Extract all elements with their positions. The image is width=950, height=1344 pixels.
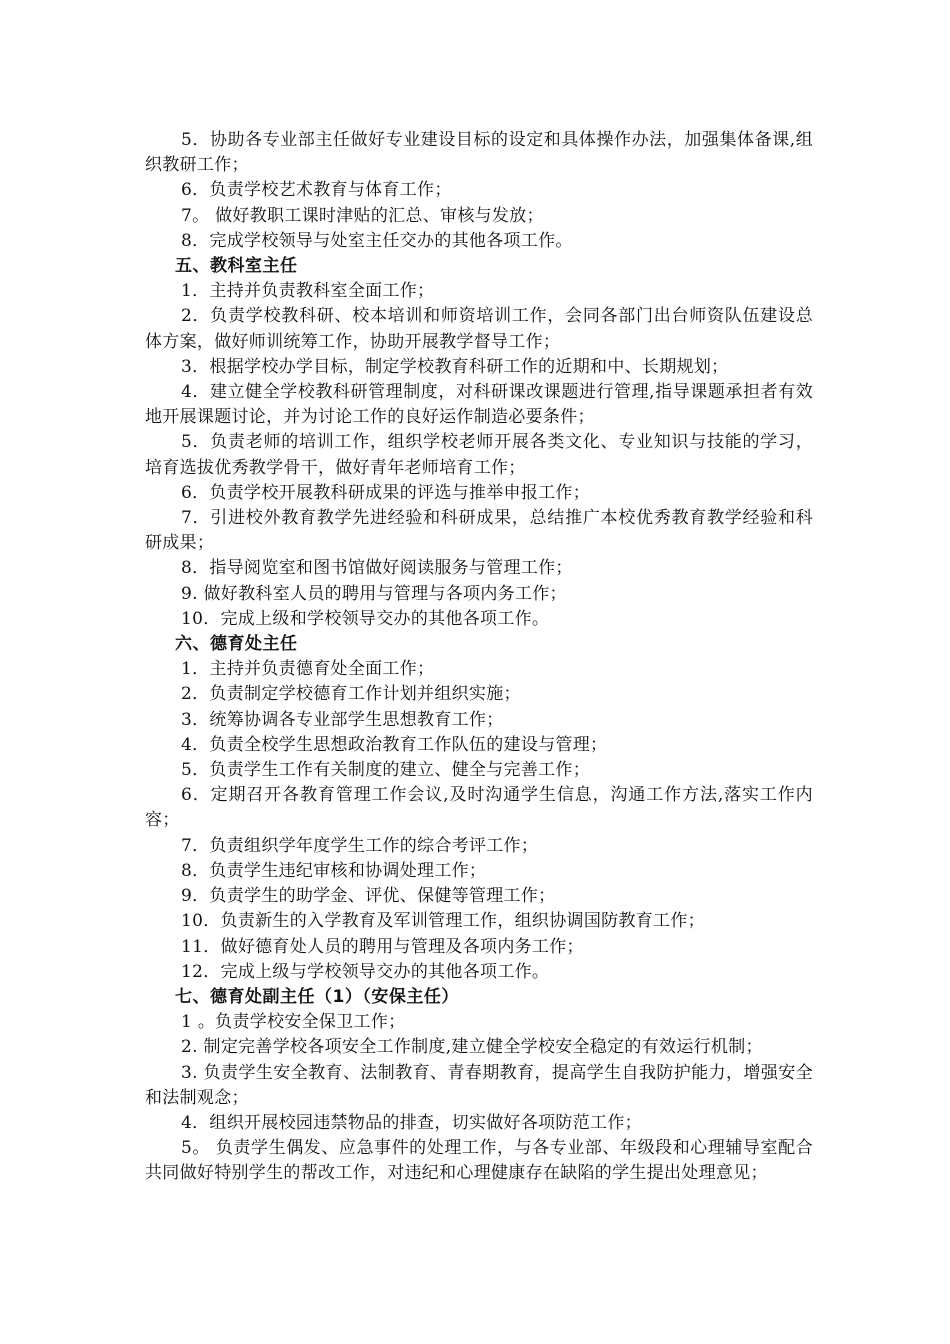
research-item-3: 3．根据学校办学目标，制定学校教育科研工作的近期和中、长期规划； (181, 356, 729, 377)
section-heading-moral-education-director: 六、德育处主任 (175, 634, 298, 655)
research-item-6: 6．负责学校开展教科研成果的评选与推举申报工作； (181, 482, 591, 503)
moral-item-12: 12．完成上级与学校领导交办的其他各项工作。 (181, 961, 550, 982)
moral-item-4: 4．负责全校学生思想政治教育工作队伍的建设与管理； (181, 734, 608, 755)
item-5-assist-dept-heads: 5．协助各专业部主任做好专业建设目标的设定和具体操作办法，加强集体备课,组织教研工作； (145, 130, 813, 176)
research-item-7: 7．引进校外教育教学先进经验和科研成果，总结推广本校优秀教育教学经验和科研成果； (145, 508, 813, 554)
research-item-1: 1．主持并负责教科室全面工作； (181, 281, 435, 302)
security-item-2: 2. 制定完善学校各项安全工作制度,建立健全学校安全稳定的有效运行机制； (181, 1037, 763, 1058)
document-body (145, 128, 813, 1187)
section-heading-security-director: 七、德育处副主任（1）（安保主任） (175, 986, 459, 1007)
moral-item-3: 3．统筹协调各专业部学生思想教育工作； (181, 709, 504, 730)
research-item-5: 5．负责老师的培训工作，组织学校老师开展各类文化、专业知识与技能的学习，培育选拔优秀教学骨干，做好青年老师培育工作； (145, 432, 813, 478)
moral-item-7: 7．负责组织学年度学生工作的综合考评工作； (181, 835, 539, 856)
security-item-5: 5。 负责学生偶发、应急事件的处理工作，与各专业部、年级段和心理辅导室配合共同做好特别学生的帮改工作，对违纪和心理健康存在缺陷的学生提出处理意见； (145, 1138, 813, 1184)
security-item-1: 1 。负责学校安全保卫工作； (181, 1012, 406, 1033)
moral-item-6: 6．定期召开各教育管理工作会议,及时沟通学生信息，沟通工作方法,落实工作内容； (145, 785, 813, 831)
research-item-2: 2．负责学校教科研、校本培训和师资培训工作，会同各部门出台师资队伍建设总体方案，做好师训统筹工作，协助开展教学督导工作； (145, 306, 813, 352)
section-heading-research-office-director: 五、教科室主任 (175, 256, 298, 277)
moral-item-8: 8．负责学生违纪审核和协调处理工作； (181, 860, 487, 881)
research-item-4: 4．建立健全学校教科研管理制度，对科研课改课题进行管理,指导课题承担者有效地开展课题讨论，并为讨论工作的良好运作制造必要条件； (145, 382, 813, 428)
security-item-4: 4．组织开展校园违禁物品的排查，切实做好各项防范工作； (181, 1112, 642, 1133)
moral-item-10: 10．负责新生的入学教育及军训管理工作，组织协调国防教育工作； (181, 911, 705, 932)
moral-item-5: 5．负责学生工作有关制度的建立、健全与完善工作； (181, 760, 591, 781)
item-8-other-tasks: 8．完成学校领导与处室主任交办的其他各项工作。 (181, 230, 573, 251)
moral-item-9: 9．负责学生的助学金、评优、保健等管理工作； (181, 886, 556, 907)
security-item-3: 3. 负责学生安全教育、法制教育、青春期教育，提高学生自我防护能力，增强安全和法制观念； (145, 1062, 813, 1108)
research-item-8: 8．指导阅览室和图书馆做好阅读服务与管理工作； (181, 558, 573, 579)
item-6-arts-sports: 6．负责学校艺术教育与体育工作； (181, 180, 452, 201)
moral-item-2: 2．负责制定学校德育工作计划并组织实施； (181, 684, 521, 705)
research-item-9: 9. 做好教科室人员的聘用与管理与各项内务工作； (181, 583, 567, 604)
moral-item-1: 1．主持并负责德育处全面工作； (181, 659, 435, 680)
moral-item-11: 11．做好德育处人员的聘用与管理及各项内务工作； (181, 936, 584, 957)
research-item-10: 10．完成上级和学校领导交办的其他各项工作。 (181, 608, 550, 629)
item-7-lesson-allowance: 7。 做好教职工课时津贴的汇总、审核与发放； (181, 205, 544, 226)
